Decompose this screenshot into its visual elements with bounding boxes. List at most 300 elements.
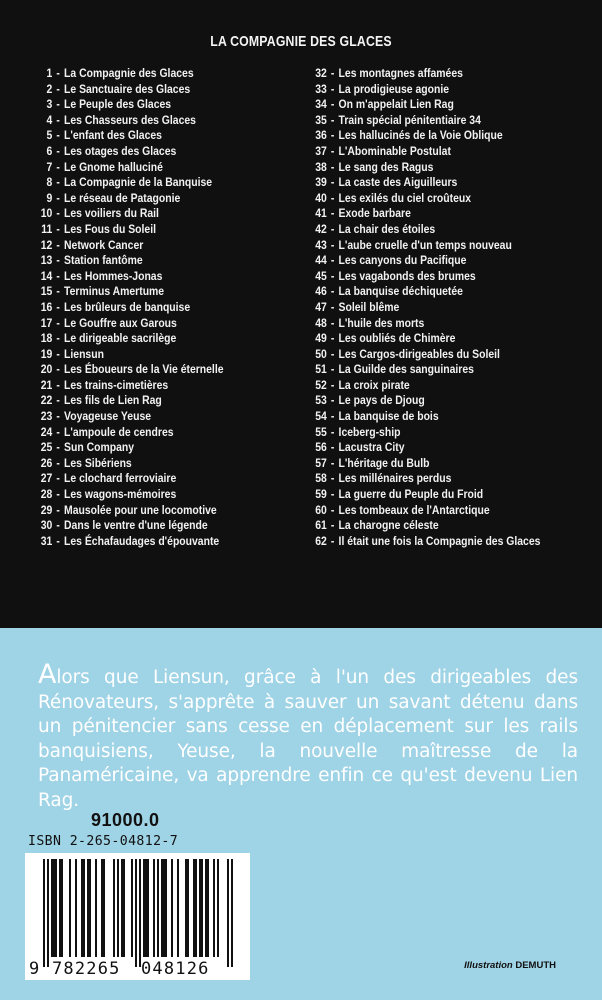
title-list-item xyxy=(310,82,537,98)
title-list-item xyxy=(310,113,537,129)
title-number: 56 xyxy=(315,440,327,455)
title-list-item xyxy=(310,66,537,82)
barcode-bar xyxy=(123,859,125,957)
title-list-item xyxy=(38,471,248,487)
title-number: 17 xyxy=(40,315,53,330)
title-list-item xyxy=(38,331,248,347)
title-text: Les voiliers du Rail xyxy=(64,206,159,221)
title-separator: - xyxy=(56,190,60,205)
title-text: Les hallucinés de la Voie Oblique xyxy=(338,128,503,143)
title-text: Les Sibériens xyxy=(64,455,132,470)
title-list-left-column xyxy=(38,66,288,549)
barcode-bar xyxy=(193,859,195,957)
title-number: 53 xyxy=(315,393,327,408)
title-text: Les vagabonds des brumes xyxy=(338,268,476,283)
title-separator: - xyxy=(330,159,335,174)
title-list-item xyxy=(38,113,248,129)
title-list-item xyxy=(310,362,537,378)
title-separator: - xyxy=(330,471,335,486)
title-number: 51 xyxy=(315,362,327,377)
title-number: 12 xyxy=(40,237,53,252)
barcode-bar xyxy=(147,859,149,957)
title-separator: - xyxy=(330,502,335,517)
title-number: 32 xyxy=(315,66,327,80)
title-separator: - xyxy=(330,533,335,548)
barcode-bar xyxy=(153,859,155,957)
title-list-item xyxy=(310,238,537,254)
title-list-item xyxy=(310,160,537,176)
title-text: On m'appelait Lien Rag xyxy=(338,97,454,112)
title-text: Les Fous du Soleil xyxy=(64,221,156,236)
title-list-item xyxy=(38,253,248,269)
title-list-item xyxy=(38,487,248,503)
title-separator: - xyxy=(56,143,60,158)
title-list-item xyxy=(310,284,537,300)
title-number: 33 xyxy=(315,81,327,96)
title-separator: - xyxy=(330,268,335,283)
title-text: L'aube cruelle d'un temps nouveau xyxy=(338,237,512,252)
credit-artist: DEMUTH xyxy=(515,960,556,971)
title-list-item xyxy=(38,284,248,300)
barcode-bar xyxy=(145,859,147,957)
title-separator: - xyxy=(330,409,335,424)
title-number: 57 xyxy=(315,455,327,470)
title-text: Les Éboueurs de la Vie éternelle xyxy=(64,362,224,377)
barcode-bar xyxy=(75,859,77,957)
title-list-item xyxy=(310,533,541,550)
title-number: 28 xyxy=(40,487,53,502)
title-separator: - xyxy=(56,315,60,330)
title-list-right-column xyxy=(310,66,580,549)
title-list-item xyxy=(38,518,248,534)
title-number: 24 xyxy=(40,424,53,439)
title-list-item xyxy=(310,300,537,316)
barcode-bar xyxy=(227,859,229,967)
title-list-item xyxy=(38,128,248,144)
title-text: Liensun xyxy=(64,346,104,361)
title-list-item xyxy=(310,471,537,487)
title-separator: - xyxy=(56,253,60,268)
title-text: Les Hommes-Jonas xyxy=(64,268,163,283)
title-list-item xyxy=(310,191,537,207)
title-list-item xyxy=(38,362,248,378)
barcode-digits xyxy=(25,959,250,979)
title-number: 45 xyxy=(315,268,327,283)
title-list-item xyxy=(38,82,248,98)
title-list-item xyxy=(38,393,248,409)
title-number: 8 xyxy=(46,175,53,190)
title-separator: - xyxy=(56,237,60,252)
title-number: 39 xyxy=(315,175,327,190)
title-text: La Compagnie de la Banquise xyxy=(64,175,213,190)
title-text: Le pays de Djoug xyxy=(338,393,425,408)
title-text: Les brûleurs de banquise xyxy=(64,299,191,314)
title-number: 36 xyxy=(315,128,327,143)
barcode-bar xyxy=(195,859,197,957)
title-text: La croix pirate xyxy=(338,377,410,392)
title-separator: - xyxy=(330,112,335,127)
barcode-left-group: 782265 xyxy=(52,959,121,979)
title-separator: - xyxy=(56,346,60,361)
title-text: L'enfant des Glaces xyxy=(64,128,162,143)
barcode-bar xyxy=(113,859,115,957)
title-text: Iceberg-ship xyxy=(338,424,401,439)
title-list-item xyxy=(310,144,537,160)
title-number: 13 xyxy=(40,253,53,268)
title-list-item xyxy=(310,222,537,238)
title-separator: - xyxy=(330,424,335,439)
title-separator: - xyxy=(330,455,335,470)
title-text: Train spécial pénitentiaire 34 xyxy=(338,112,481,127)
title-text: Soleil blême xyxy=(338,299,400,314)
title-number: 47 xyxy=(315,299,327,314)
title-separator: - xyxy=(56,471,60,486)
title-separator: - xyxy=(330,81,335,96)
title-number: 3 xyxy=(46,97,53,112)
title-number: 49 xyxy=(315,331,327,346)
title-number: 30 xyxy=(40,518,53,533)
title-number: 23 xyxy=(40,409,53,424)
barcode-bar xyxy=(201,859,203,957)
title-separator: - xyxy=(56,206,60,221)
title-list-item xyxy=(310,347,537,363)
title-number: 21 xyxy=(40,377,53,392)
title-text: Sun Company xyxy=(64,440,135,455)
title-separator: - xyxy=(330,237,335,252)
title-list-item xyxy=(38,160,248,176)
title-list-item xyxy=(38,378,248,394)
title-list-item xyxy=(38,409,248,425)
title-separator: - xyxy=(56,331,60,346)
title-separator: - xyxy=(330,362,335,377)
title-number: 15 xyxy=(40,284,53,299)
title-number: 60 xyxy=(315,502,327,517)
title-list-item xyxy=(38,503,248,519)
title-list-item xyxy=(310,378,537,394)
title-separator: - xyxy=(330,284,335,299)
title-separator: - xyxy=(56,502,60,517)
title-separator: - xyxy=(56,128,60,143)
title-number: 31 xyxy=(40,533,53,548)
title-text: L'héritage du Bulb xyxy=(338,455,430,470)
title-number: 1 xyxy=(46,66,53,80)
series-title: LA COMPAGNIE DES GLACES xyxy=(210,33,392,50)
title-separator: - xyxy=(56,97,60,112)
title-separator: - xyxy=(330,440,335,455)
title-number: 5 xyxy=(46,128,53,143)
title-number: 61 xyxy=(315,518,327,533)
title-number: 38 xyxy=(315,159,327,174)
title-list-item xyxy=(38,456,248,472)
title-number: 52 xyxy=(315,377,327,392)
title-text: Le réseau de Patagonie xyxy=(64,190,181,205)
title-separator: - xyxy=(330,253,335,268)
title-number: 9 xyxy=(46,190,53,205)
title-separator: - xyxy=(56,268,60,283)
title-number: 37 xyxy=(315,143,327,158)
title-text: La Guilde des sanguinaires xyxy=(338,362,474,377)
title-separator: - xyxy=(56,284,60,299)
title-separator: - xyxy=(330,487,335,502)
title-number: 2 xyxy=(46,81,53,96)
title-list-item xyxy=(310,456,537,472)
title-number: 29 xyxy=(40,502,53,517)
title-text: La guerre du Peuple du Froid xyxy=(338,487,484,502)
price-code: 91000.0 xyxy=(91,810,160,830)
title-text: Terminus Amertume xyxy=(64,284,165,299)
title-separator: - xyxy=(56,487,60,502)
title-text: Le sang des Ragus xyxy=(338,159,434,174)
title-number: 26 xyxy=(40,455,53,470)
barcode-bar xyxy=(55,859,57,957)
title-list-item xyxy=(38,222,248,238)
title-number: 6 xyxy=(46,143,53,158)
title-list-item xyxy=(38,347,248,363)
title-number: 48 xyxy=(315,315,327,330)
title-text: Mausolée pour une locomotive xyxy=(64,502,217,517)
title-number: 27 xyxy=(40,471,53,486)
title-separator: - xyxy=(56,362,60,377)
title-list-item xyxy=(38,206,248,222)
title-text: Voyageuse Yeuse xyxy=(64,409,152,424)
barcode-bar xyxy=(207,859,209,957)
title-separator: - xyxy=(330,393,335,408)
title-text: La prodigieuse agonie xyxy=(338,81,450,96)
title-number: 20 xyxy=(40,362,53,377)
title-number: 35 xyxy=(315,112,327,127)
title-list-item xyxy=(38,425,248,441)
barcode-bar xyxy=(51,859,53,957)
barcode-bar xyxy=(139,859,141,967)
barcode-bar xyxy=(89,859,91,957)
title-list-item xyxy=(310,316,537,332)
title-list-item xyxy=(310,503,537,519)
title-separator: - xyxy=(56,299,60,314)
title-separator: - xyxy=(330,221,335,236)
barcode-bar xyxy=(213,859,215,957)
barcode-bar xyxy=(103,859,105,957)
title-separator: - xyxy=(330,299,335,314)
barcode-bar xyxy=(231,859,233,967)
title-text: Lacustra City xyxy=(338,440,405,455)
title-list-item xyxy=(310,487,537,503)
title-separator: - xyxy=(56,533,60,548)
blurb-initial: A xyxy=(38,659,57,690)
title-separator: - xyxy=(330,315,335,330)
title-list-item xyxy=(310,175,537,191)
barcode-bar xyxy=(81,859,83,957)
title-text: Le dirigeable sacrilège xyxy=(64,331,177,346)
title-number: 55 xyxy=(315,424,327,439)
title-separator: - xyxy=(330,190,335,205)
title-number: 7 xyxy=(46,159,53,174)
title-number: 42 xyxy=(315,221,327,236)
title-text: La charogne céleste xyxy=(338,518,439,533)
title-text: Les Échafaudages d'épouvante xyxy=(64,533,220,548)
barcode-bar xyxy=(43,859,45,967)
title-text: Dans le ventre d'une légende xyxy=(64,518,208,533)
title-text: La banquise déchiquetée xyxy=(338,284,463,299)
title-text: Le Peuple des Glaces xyxy=(64,97,172,112)
title-separator: - xyxy=(56,221,60,236)
title-text: Les millénaires perdus xyxy=(338,471,452,486)
title-list-item xyxy=(310,128,537,144)
title-number: 62 xyxy=(315,533,327,548)
title-text: La chair des étoiles xyxy=(338,221,436,236)
title-separator: - xyxy=(330,128,335,143)
title-text: L'huile des morts xyxy=(338,315,425,330)
barcode xyxy=(25,853,250,980)
barcode-bar xyxy=(131,859,133,957)
title-number: 59 xyxy=(315,487,327,502)
title-text: La banquise de bois xyxy=(338,409,439,424)
barcode-bar xyxy=(83,859,85,957)
title-text: La Compagnie des Glaces xyxy=(64,66,194,80)
title-text: Les canyons du Pacifique xyxy=(338,253,467,268)
title-list-item xyxy=(310,409,537,425)
barcode-bar xyxy=(217,859,219,957)
title-number: 4 xyxy=(46,112,53,127)
title-text: Les fils de Lien Rag xyxy=(64,393,162,408)
title-text: Les Cargos-dirigeables du Soleil xyxy=(338,346,500,361)
title-list-item xyxy=(310,440,537,456)
title-separator: - xyxy=(330,206,335,221)
title-number: 22 xyxy=(40,393,53,408)
title-list-item xyxy=(310,331,537,347)
title-separator: - xyxy=(330,518,335,533)
title-text: Network Cancer xyxy=(64,237,144,252)
barcode-bar xyxy=(87,859,89,957)
barcode-bar xyxy=(59,859,61,957)
title-text: Il était une fois la Compagnie des Glaces xyxy=(338,533,541,548)
title-list-item xyxy=(310,97,537,113)
title-separator: - xyxy=(56,440,60,455)
title-number: 25 xyxy=(40,440,53,455)
title-separator: - xyxy=(56,175,60,190)
title-text: La caste des Aiguilleurs xyxy=(338,175,458,190)
title-text: Exode barbare xyxy=(338,206,411,221)
title-list-item xyxy=(38,238,248,254)
barcode-bar xyxy=(69,859,71,957)
title-number: 34 xyxy=(315,97,327,112)
barcode-bar xyxy=(47,859,49,967)
title-number: 54 xyxy=(315,409,327,424)
title-separator: - xyxy=(56,424,60,439)
title-list-item xyxy=(310,425,537,441)
title-separator: - xyxy=(330,143,335,158)
title-number: 14 xyxy=(40,268,53,283)
title-separator: - xyxy=(56,66,60,80)
barcode-bar xyxy=(199,859,201,957)
title-list-item xyxy=(38,66,248,82)
barcode-bar xyxy=(161,859,163,957)
title-separator: - xyxy=(56,518,60,533)
barcode-bar xyxy=(61,859,63,957)
title-number: 19 xyxy=(40,346,53,361)
title-separator: - xyxy=(56,393,60,408)
title-number: 11 xyxy=(41,221,53,236)
title-text: Le Gnome halluciné xyxy=(64,159,163,174)
title-list-item xyxy=(38,191,248,207)
barcode-right-group: 048126 xyxy=(141,959,210,979)
isbn: ISBN 2-265-04812-7 xyxy=(28,834,179,849)
barcode-bar xyxy=(187,859,189,957)
barcode-bar xyxy=(121,859,123,957)
title-text: Les montagnes affamées xyxy=(338,66,463,80)
title-separator: - xyxy=(56,409,60,424)
title-text: Le Gouffre aux Garous xyxy=(64,315,177,330)
back-cover-blurb xyxy=(38,659,578,813)
title-separator: - xyxy=(330,97,335,112)
title-number: 46 xyxy=(315,284,327,299)
barcode-bar xyxy=(171,859,173,957)
title-list-item xyxy=(310,518,537,534)
title-list-item xyxy=(310,253,537,269)
title-number: 40 xyxy=(315,190,327,205)
barcode-bar xyxy=(157,859,159,957)
title-separator: - xyxy=(56,81,60,96)
title-number: 10 xyxy=(40,206,53,221)
barcode-bar xyxy=(143,859,145,957)
barcode-bar xyxy=(165,859,167,957)
title-text: Le clochard ferroviaire xyxy=(64,471,177,486)
title-list-item xyxy=(38,269,248,285)
barcode-bar xyxy=(95,859,97,957)
credit-label: Illustration xyxy=(464,960,513,971)
title-text: Les trains-cimetières xyxy=(64,377,169,392)
title-list-item xyxy=(38,316,248,332)
title-list-item xyxy=(310,269,537,285)
title-text: L'ampoule de cendres xyxy=(64,424,174,439)
title-number: 43 xyxy=(315,237,327,252)
title-text: Les wagons-mémoires xyxy=(64,487,177,502)
title-text: Les oubliés de Chimère xyxy=(338,331,456,346)
blurb-text: lors que Liensun, grâce à l'un des dirigeables des Rénovateurs, s'apprête à sauver un savant détenu dans un pénitencier sans cesse en déplacement sur les rails banquisiens, Yeuse, la nouvelle maîtresse de la Panaméricaine, va apprendre enfin ce qu'est devenu Lien Rag. xyxy=(38,667,578,811)
title-list-item xyxy=(38,534,248,550)
barcode-bar xyxy=(101,859,103,957)
title-separator: - xyxy=(330,175,335,190)
title-separator: - xyxy=(56,112,60,127)
title-text: Les Chasseurs des Glaces xyxy=(64,112,196,127)
title-number: 16 xyxy=(40,299,53,314)
title-separator: - xyxy=(330,66,335,80)
title-text: Station fantôme xyxy=(64,253,143,268)
barcode-bar xyxy=(205,859,207,957)
title-number: 41 xyxy=(315,206,327,221)
title-separator: - xyxy=(330,377,335,392)
title-number: 58 xyxy=(315,471,327,486)
barcode-bar xyxy=(177,859,179,957)
title-separator: - xyxy=(56,455,60,470)
title-number: 44 xyxy=(315,253,327,268)
title-separator: - xyxy=(330,331,335,346)
title-list-item xyxy=(38,300,248,316)
title-text: Le Sanctuaire des Glaces xyxy=(64,81,191,96)
barcode-lead-digit: 9 xyxy=(29,959,40,979)
title-separator: - xyxy=(56,159,60,174)
title-number: 50 xyxy=(315,346,327,361)
title-text: Les tombeaux de l'Antarctique xyxy=(338,502,490,517)
title-list-item xyxy=(38,440,248,456)
title-list-item xyxy=(38,97,248,113)
barcode-bar xyxy=(163,859,165,957)
barcode-bar xyxy=(53,859,55,957)
title-list-item xyxy=(38,175,248,191)
title-separator: - xyxy=(330,346,335,361)
title-list-item xyxy=(38,144,248,160)
illustration-credit xyxy=(464,960,556,971)
title-list-item xyxy=(310,393,537,409)
